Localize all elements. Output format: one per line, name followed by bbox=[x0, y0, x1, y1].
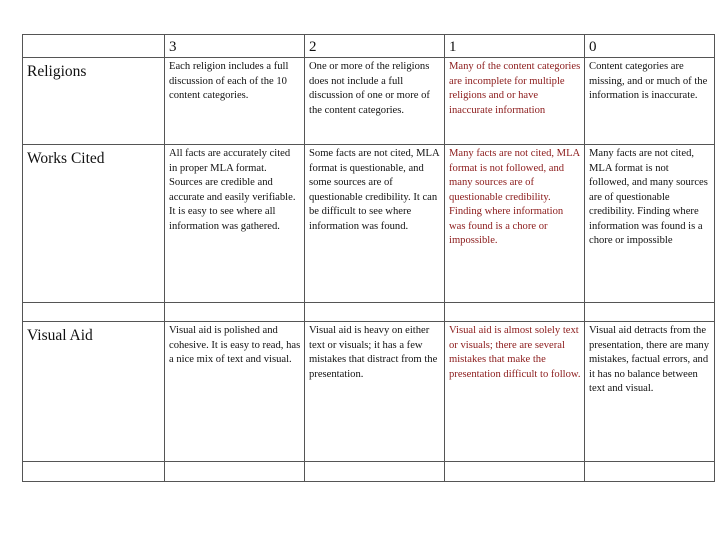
visual-aid-score-1: Visual aid is almost solely text or visuals; there are several mistakes that make the presentation difficult to follow. bbox=[445, 322, 585, 462]
rubric-row-visual-aid bbox=[23, 322, 715, 462]
works-cited-score-2: Some facts are not cited, MLA format is questionable, and some sources are of questionable credibility. It can be difficult to see where information was found. bbox=[305, 145, 445, 303]
visual-aid-score-2: Visual aid is heavy on either text or visuals; it has a few mistakes that distract from the presentation. bbox=[305, 322, 445, 462]
religions-score-0: Content categories are missing, and or much of the information is inaccurate. bbox=[585, 58, 715, 145]
header-score-1: 1 bbox=[445, 35, 585, 58]
works-cited-score-3: All facts are accurately cited in proper MLA format. Sources are credible and accurate and easily verifiable. It is easy to see where all information was gathered. bbox=[165, 145, 305, 303]
rubric-row-works-cited bbox=[23, 145, 715, 303]
rubric-table bbox=[22, 34, 715, 482]
header-score-2: 2 bbox=[305, 35, 445, 58]
works-cited-score-1: Many facts are not cited, MLA format is not followed, and many sources are of questionable credibility. Finding where information was found is a chore or impossible. bbox=[445, 145, 585, 303]
header-row bbox=[23, 35, 715, 58]
criterion-works-cited: Works Cited bbox=[23, 145, 165, 303]
religions-score-1: Many of the content categories are incomplete for multiple religions and or have inaccurate information bbox=[445, 58, 585, 145]
empty-row bbox=[23, 303, 715, 322]
header-score-3: 3 bbox=[165, 35, 305, 58]
header-score-0: 0 bbox=[585, 35, 715, 58]
visual-aid-score-0: Visual aid detracts from the presentation, there are many mistakes, factual errors, and it has no balance between text and visual. bbox=[585, 322, 715, 462]
works-cited-score-0: Many facts are not cited, MLA format is not followed, and many sources are of questionable credibility. Finding where information was found is a chore or impossible bbox=[585, 145, 715, 303]
visual-aid-score-3: Visual aid is polished and cohesive. It is easy to read, has a nice mix of text and visual. bbox=[165, 322, 305, 462]
header-cell-blank bbox=[23, 35, 165, 58]
criterion-religions: Religions bbox=[23, 58, 165, 145]
religions-score-2: One or more of the religions does not include a full discussion of one or more of the content categories. bbox=[305, 58, 445, 145]
empty-row bbox=[23, 462, 715, 482]
rubric-row-religions bbox=[23, 58, 715, 145]
religions-score-3: Each religion includes a full discussion of each of the 10 content categories. bbox=[165, 58, 305, 145]
criterion-visual-aid: Visual Aid bbox=[23, 322, 165, 462]
